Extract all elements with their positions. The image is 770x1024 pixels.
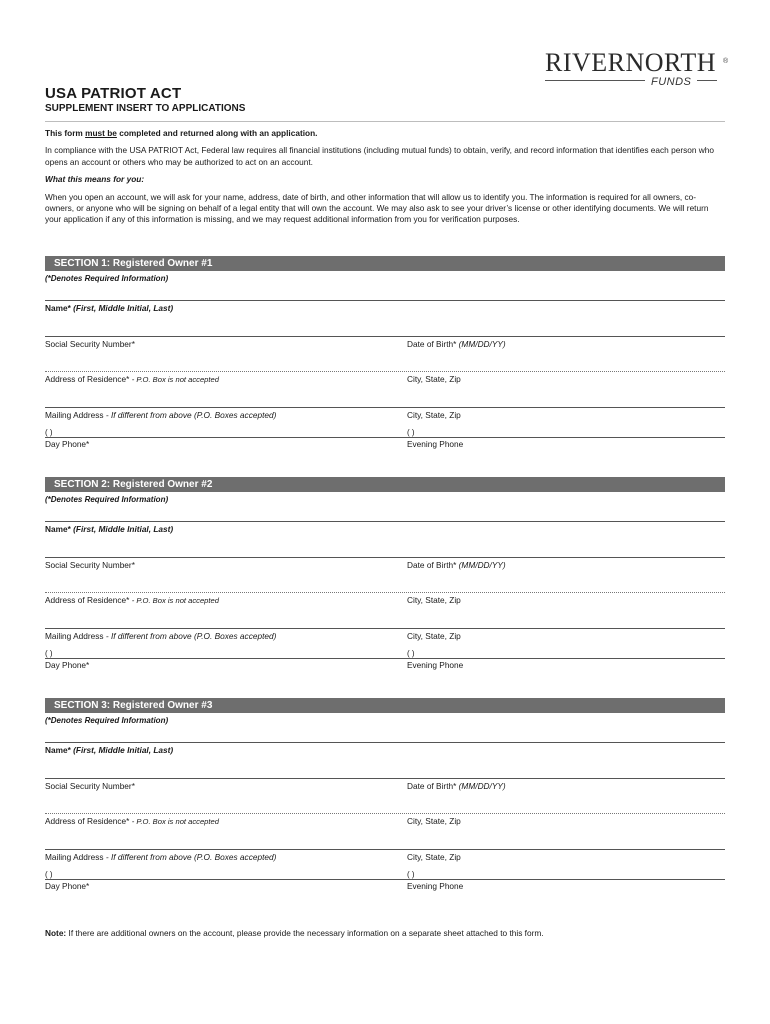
evening-phone-label: Evening Phone bbox=[407, 660, 464, 670]
city-state-zip-label: City, State, Zip bbox=[407, 595, 461, 605]
section-1 bbox=[45, 256, 725, 450]
ssn-label: Social Security Number* bbox=[45, 780, 135, 791]
residence-row[interactable] bbox=[45, 357, 725, 393]
required-note: (*Denotes Required Information) bbox=[45, 274, 169, 283]
section-2 bbox=[45, 477, 725, 671]
city-state-zip-label: City, State, Zip bbox=[407, 630, 461, 641]
residence-label: Address of Residence* - P.O. Box is not accepted bbox=[45, 816, 219, 826]
what-this-means-heading: What this means for you: bbox=[45, 174, 145, 185]
mailing-row[interactable] bbox=[45, 393, 725, 429]
mailing-row[interactable] bbox=[45, 614, 725, 650]
ssn-dob-row[interactable] bbox=[45, 543, 725, 579]
phone-row[interactable]: ( ) ( ) Day Phone* Evening Phone bbox=[45, 428, 725, 450]
section-header: SECTION 3: Registered Owner #3 bbox=[45, 698, 725, 713]
intro-text bbox=[45, 128, 725, 232]
dob-label: Date of Birth* (MM/DD/YY) bbox=[407, 338, 506, 349]
requirement-statement: This form must be completed and returned along with an application. bbox=[45, 128, 318, 138]
rivernorth-logo bbox=[545, 50, 730, 96]
city-state-zip-label: City, State, Zip bbox=[407, 851, 461, 862]
explanation-paragraph: When you open an account, we will ask for your name, address, date of birth, and other information that will allow us to identify you. The information is required for all owners, co-owners, or anyone who will be signing on behalf of a legal entity that will own the account. We may also ask to see your driver’s license or other identifying documents. We will return your application if any of this information is missing, and we may request additional information from you for verification purposes. bbox=[45, 191, 709, 225]
section-3 bbox=[45, 698, 725, 892]
compliance-paragraph: In compliance with the USA PATRIOT Act, Federal law requires all financial institutions (including mutual funds) to obtain, verify, and record information that identifies each person who opens an account or others who may be authorized to act on an account. bbox=[45, 145, 715, 167]
section-header: SECTION 2: Registered Owner #2 bbox=[45, 477, 725, 492]
required-note: (*Denotes Required Information) bbox=[45, 495, 169, 504]
ssn-dob-row[interactable] bbox=[45, 322, 725, 358]
dob-label: Date of Birth* (MM/DD/YY) bbox=[407, 559, 506, 570]
day-phone-label: Day Phone* bbox=[45, 660, 90, 670]
city-state-zip-label: City, State, Zip bbox=[407, 816, 461, 826]
logo-rule bbox=[545, 80, 645, 81]
day-phone-label: Day Phone* bbox=[45, 881, 90, 891]
mailing-row[interactable] bbox=[45, 835, 725, 871]
logo-rule-right bbox=[697, 80, 717, 81]
name-field[interactable] bbox=[45, 507, 725, 543]
name-label: Name* (First, Middle Initial, Last) bbox=[45, 303, 174, 313]
evening-phone-label: Evening Phone bbox=[407, 439, 464, 449]
logo-wordmark: RIVERNORTH bbox=[545, 48, 716, 77]
phone-row[interactable]: ( ) ( ) Day Phone* Evening Phone bbox=[45, 649, 725, 671]
section-header: SECTION 1: Registered Owner #1 bbox=[45, 256, 725, 271]
registered-mark: ® bbox=[723, 58, 729, 65]
ssn-dob-row[interactable] bbox=[45, 764, 725, 800]
city-state-zip-label: City, State, Zip bbox=[407, 409, 461, 420]
ssn-label: Social Security Number* bbox=[45, 338, 135, 349]
evening-phone-label: Evening Phone bbox=[407, 881, 464, 891]
phone-row[interactable]: ( ) ( ) Day Phone* Evening Phone bbox=[45, 870, 725, 892]
mailing-label: Mailing Address - If different from above (P.O. Boxes accepted) bbox=[45, 409, 277, 420]
day-phone-label: Day Phone* bbox=[45, 439, 90, 449]
page-subtitle: SUPPLEMENT INSERT TO APPLICATIONS bbox=[45, 103, 246, 114]
mailing-label: Mailing Address - If different from above (P.O. Boxes accepted) bbox=[45, 851, 277, 862]
city-state-zip-label: City, State, Zip bbox=[407, 374, 461, 384]
ssn-label: Social Security Number* bbox=[45, 559, 135, 570]
logo-funds: FUNDS bbox=[651, 76, 692, 88]
footer-note: Note: If there are additional owners on the account, please provide the necessary information on a separate sheet attached to this form. bbox=[45, 928, 544, 938]
mailing-label: Mailing Address - If different from above (P.O. Boxes accepted) bbox=[45, 630, 277, 641]
residence-label: Address of Residence* - P.O. Box is not accepted bbox=[45, 595, 219, 605]
name-label: Name* (First, Middle Initial, Last) bbox=[45, 524, 174, 534]
name-field[interactable] bbox=[45, 728, 725, 764]
page-title: USA PATRIOT ACT bbox=[45, 85, 182, 102]
dob-label: Date of Birth* (MM/DD/YY) bbox=[407, 780, 506, 791]
title-divider bbox=[45, 121, 725, 122]
required-note: (*Denotes Required Information) bbox=[45, 716, 169, 725]
residence-label: Address of Residence* - P.O. Box is not accepted bbox=[45, 374, 219, 384]
residence-row[interactable] bbox=[45, 578, 725, 614]
name-field[interactable] bbox=[45, 286, 725, 322]
residence-row[interactable] bbox=[45, 799, 725, 835]
name-label: Name* (First, Middle Initial, Last) bbox=[45, 745, 174, 755]
